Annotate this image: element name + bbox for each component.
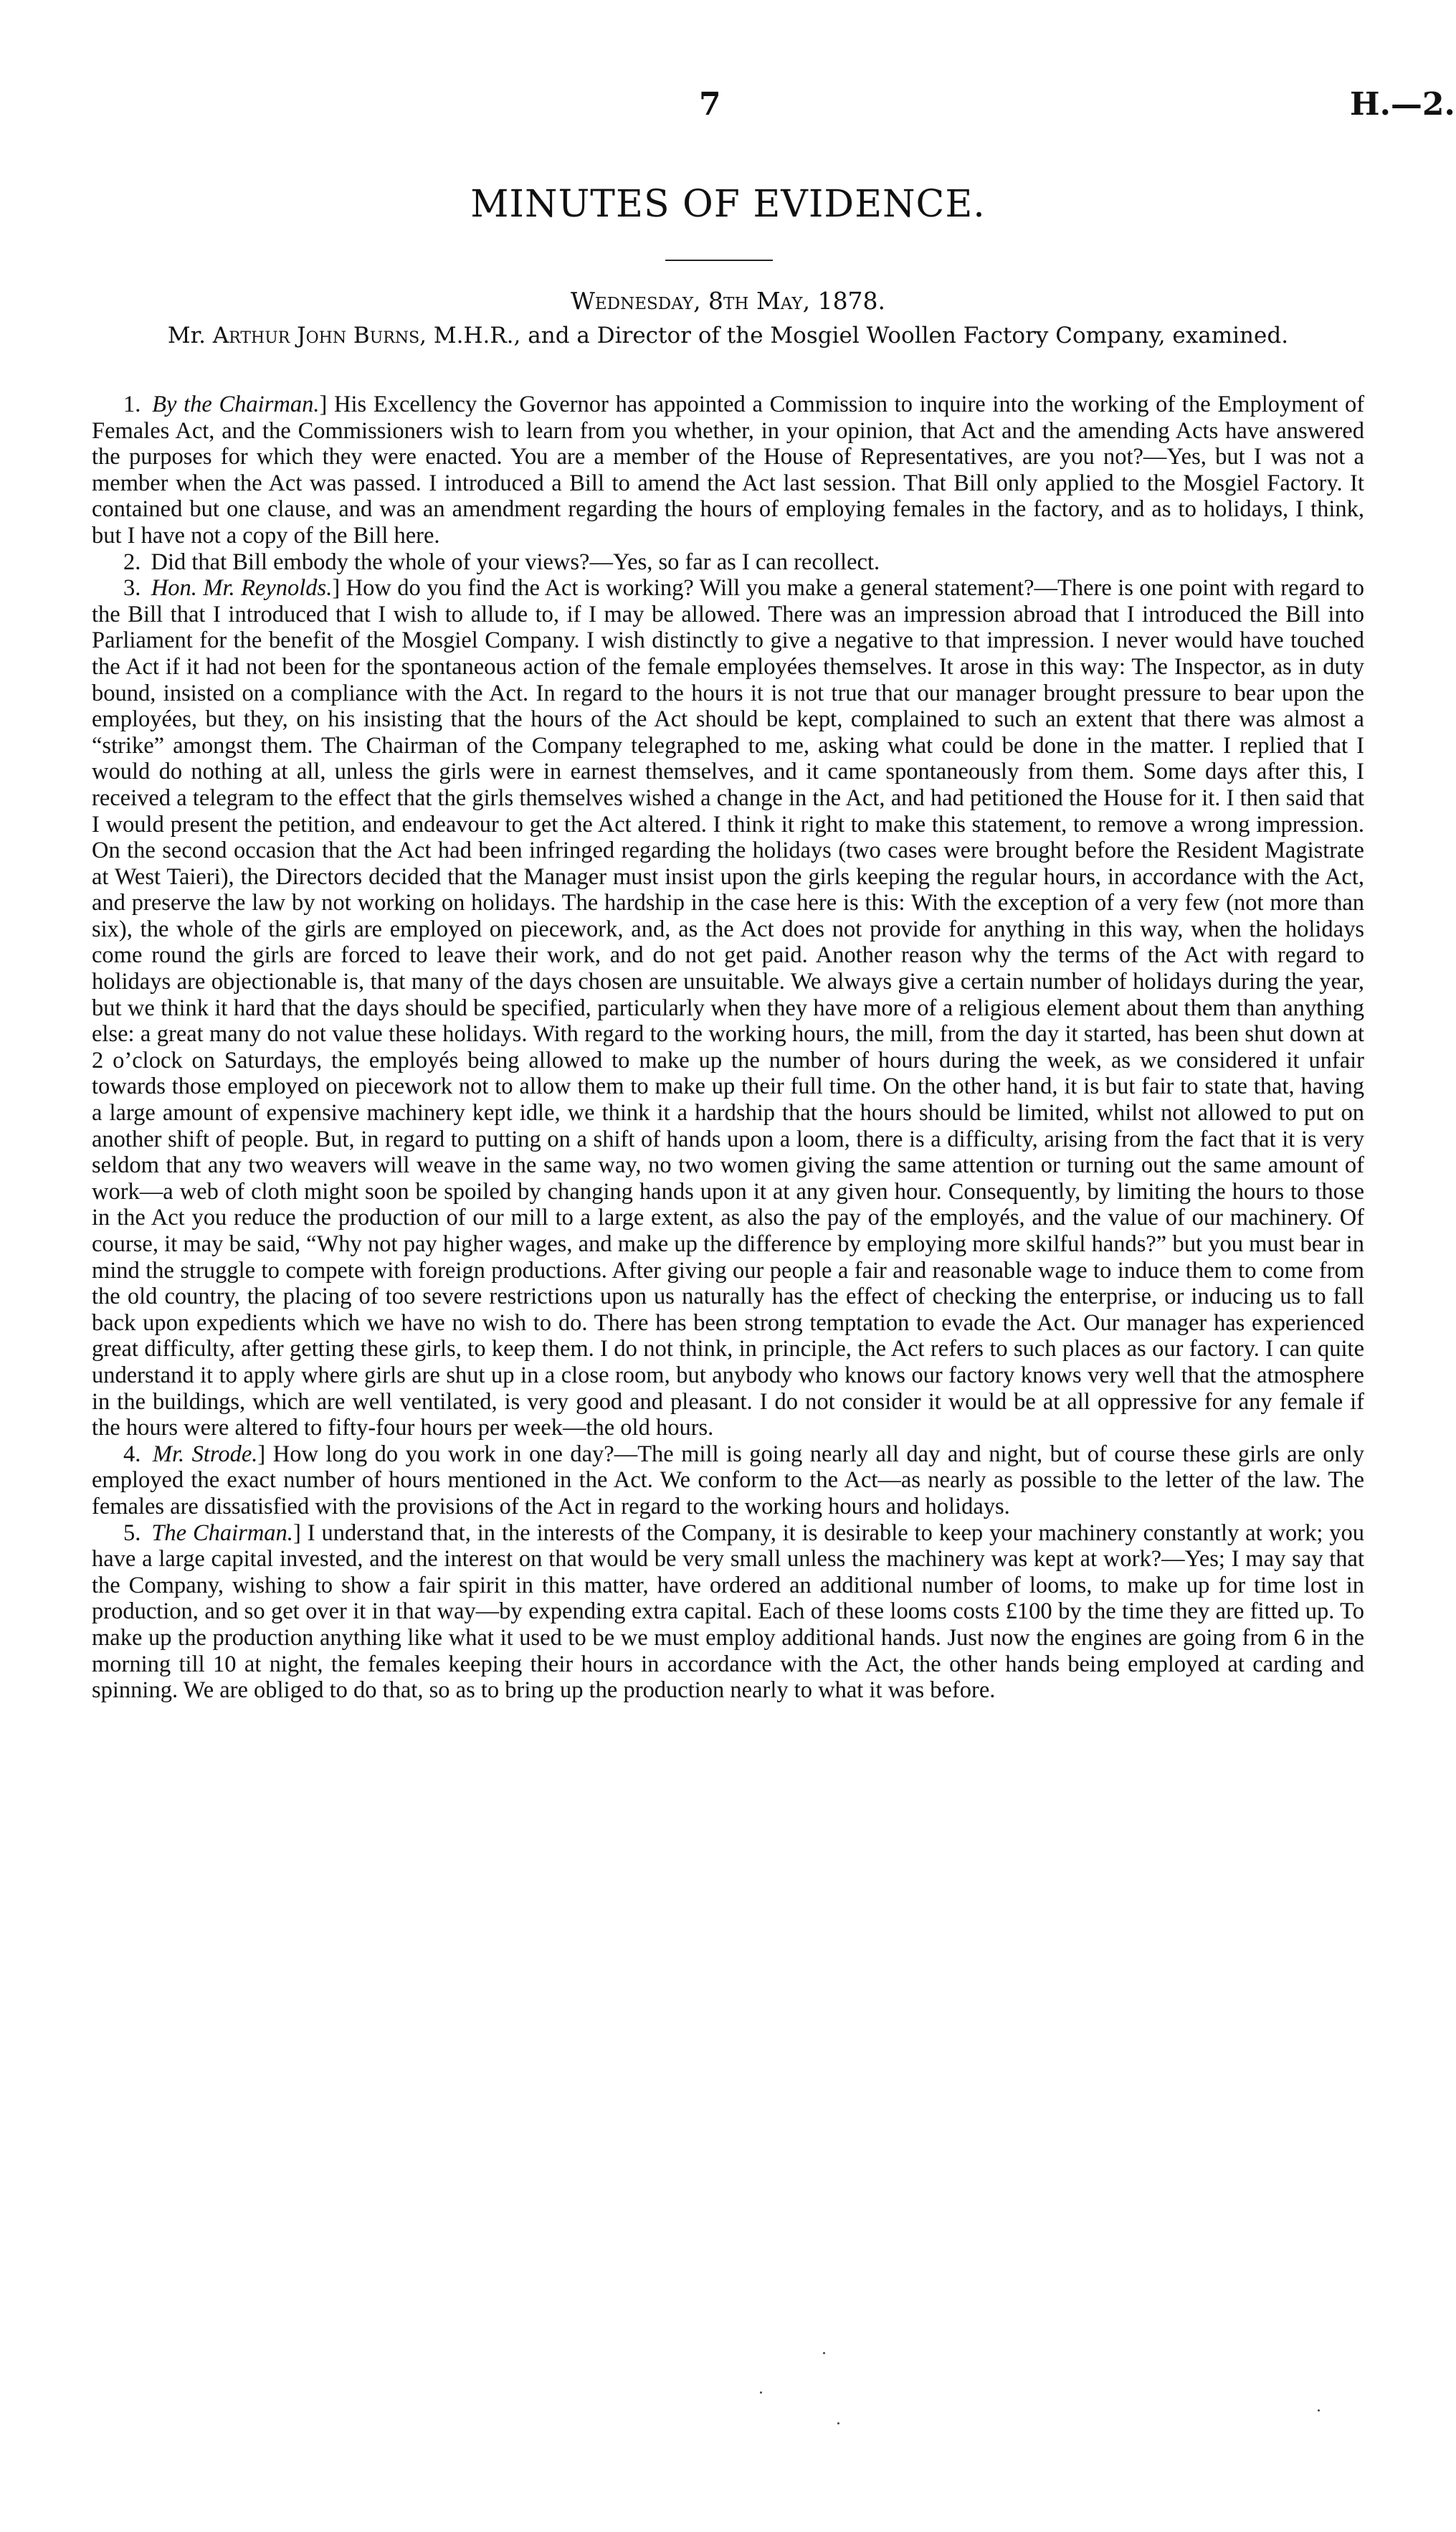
- question-4: [92, 1441, 1364, 1520]
- question-speaker: Mr. Strode.: [152, 1441, 258, 1467]
- question-number: 1.: [123, 392, 141, 417]
- witness-name: Arthur John Burns,: [212, 323, 427, 348]
- question-text: How long do you work in one day?—The mill is going nearly all day and night, but of course these girls are only employed the exact number of hours mentioned in the Act. We conform to the Act—as nearly as possible to the letter of the law. The females are dissatisfied with the provisions of the Act in regard to the working hours and holidays.: [92, 1441, 1365, 1519]
- question-speaker: By the Chairman.: [152, 392, 320, 417]
- witness-description: M.H.R., and a Director of the Mosgiel Woollen Factory Company, examined.: [433, 323, 1289, 348]
- session-date: Wednesday, 8th May, 1878.: [570, 287, 886, 315]
- question-5: [92, 1520, 1364, 1704]
- scan-speck: [837, 2422, 839, 2424]
- scan-speck: [760, 2391, 762, 2394]
- question-number: 5.: [123, 1519, 141, 1546]
- question-speaker: Hon. Mr. Reynolds.: [151, 575, 333, 602]
- title-divider: [665, 260, 773, 261]
- question-number: 3.: [123, 575, 141, 602]
- question-speaker: The Chairman.: [151, 1519, 293, 1546]
- question-text: Did that Bill embody the whole of your views?—Yes, so far as I can recollect.: [151, 549, 880, 575]
- evidence-body: [92, 392, 1364, 1704]
- speaker-bracket: ]: [332, 575, 341, 602]
- speaker-bracket: ]: [257, 1441, 266, 1467]
- speaker-bracket: ]: [319, 392, 328, 417]
- witness-prefix: Mr.: [167, 323, 206, 348]
- question-2: [92, 549, 1364, 576]
- question-number: 2.: [123, 549, 141, 575]
- scan-speck: [823, 2352, 825, 2354]
- question-1: [92, 392, 1364, 549]
- question-3: [92, 575, 1364, 1441]
- question-number: 4.: [123, 1441, 141, 1467]
- document-code: H.—2.: [1350, 86, 1455, 123]
- page-number: 7: [699, 86, 721, 123]
- question-text: I understand that, in the interests of the Company, it is desirable to keep your machinery constantly at work; you have a large capital invested, and the interest on that would be very small unless the machinery was kept at work?—Yes; I may say that the Company, wishing to show a fair spirit in this matter, have ordered an additional number of looms, to make up for time lost in production, and so get over it in that way—by expending extra capital. Each of these looms costs £100 by the time they are fitted up. To make up the production anything like what it used to be we must employ additional hands. Just now the engines are going from 6 in the morning till 10 at night, the females keeping their hours in accordance with the Act, the other hands being employed at carding and spinning. We are obliged to do that, so as to bring up the production nearly to what it was before.: [92, 1519, 1365, 1704]
- question-text: His Excellency the Governor has appointed a Commission to inquire into the working of the Employment of Females Act, and the Commissioners wish to learn from you whether, in your opinion, that Act and the amending Acts have answered the purposes for which they were enacted. You are a member of the House of Representatives, are you not?—Yes, but I was not a member when the Act was passed. I introduced a Bill to amend the Act last session. That Bill only applied to the Mosgiel Factory. It contained but one clause, and was an amendment regarding the hours of employing females in the factory, and as to holidays, I think, but I have not a copy of the Bill here.: [92, 392, 1365, 549]
- speaker-bracket: ]: [292, 1519, 301, 1546]
- question-text: How do you find the Act is working? Will you make a general statement?—There is one point with regard to the Bill that I introduced that I wish to allude to, if I may be allowed. There was an impression abroad that I introduced the Bill into Parliament for the benefit of the Mosgiel Company. I wish distinctly to give a negative to that impression. I never would have touched the Act if it had not been for the spontaneous action of the female employées themselves. It arose in this way: The Inspector, as in duty bound, insisted on a compliance with the Act. In regard to the hours it is not true that our manager brought pressure to bear upon the employées, but they, on his insisting that the hours of the Act should be kept, complained to such an extent that there was almost a “strike” amongst them. The Chairman of the Company telegraphed to me, asking what could be done in the matter. I replied that I would do nothing at all, unless the girls were in earnest themselves, and it came spontaneously from them. Some days after this, I received a telegram to the effect that the girls themselves wished a change in the Act, and had petitioned the House for it. I then said that I would present the petition, and endeavour to get the Act altered. I think it right to make this statement, to remove a wrong impression. On the second occasion that the Act had been infringed regarding the holidays (two cases were brought before the Resident Magistrate at West Taieri), the Directors decided that the Manager must insist upon the girls keeping the regular hours, in accordance with the Act, and preserve the law by not working on holidays. The hardship in the case here is this: With the exception of a very few (not more than six), the whole of the girls are employed on piecework, and, as the Act does not provide for anything in this way, when the holidays come round the girls are forced to leave their work, and do not get paid. Another reason why the terms of the Act with regard to holidays are objectionable is, that many of the days chosen are unsuitable. We always give a certain number of holidays during the year, but we think it hard that the days should be specified, particularly when they have more of a religious element about them than anything else: a great many do not value these holidays. With regard to the working hours, the mill, from the day it started, has been shut down at 2 o’clock on Saturdays, the employés being allowed to make up the number of hours during the week, as we considered it unfair towards those employed on piecework not to allow them to make up their full time. On the other hand, it is but fair to state that, having a large amount of expensive machinery kept idle, we think it a hardship that the hours should be limited, whilst not allowed to put on another shift of people. But, in regard to putting on a shift of hands upon a loom, there is a difficulty, arising from the fact that it is very seldom that any two weavers will weave in the same way, no two women giving the same attention or turning out the same amount of work—a web of cloth might soon be spoiled by changing hands upon it at any given hour. Consequently, by limiting the hours to those in the Act you reduce the production of our mill to a large extent, as also the pay of the employés, and the value of our machinery. Of course, it may be said, “Why not pay higher wages, and make up the difference by employing more skilful hands?” but you must bear in mind the struggle to compete with foreign productions. After giving our people a fair and reasonable wage to induce them to come from the old country, the placing of too severe restrictions upon us naturally has the effect of checking the enterprise, or inducing us to fall back upon expedients which we have no wish to do. There has been strong temptation to evade the Act. Our manager has experienced great difficulty, after getting these girls, to keep them. I do not think, in principle, the Act refers to such places as our factory. I can quite understand it to apply where girls are shut up in a close room, but anybody who knows our factory knows very well that the atmosphere in the buildings, which are well ventilated, is very good and pleasant. I do not consider it would be at all oppressive for any female if the hours were altered to fifty-four hours per week—the old hours.: [92, 575, 1364, 1441]
- page-title: MINUTES OF EVIDENCE.: [470, 183, 986, 226]
- scan-speck: [1318, 2409, 1320, 2412]
- witness-heading: [92, 321, 1364, 350]
